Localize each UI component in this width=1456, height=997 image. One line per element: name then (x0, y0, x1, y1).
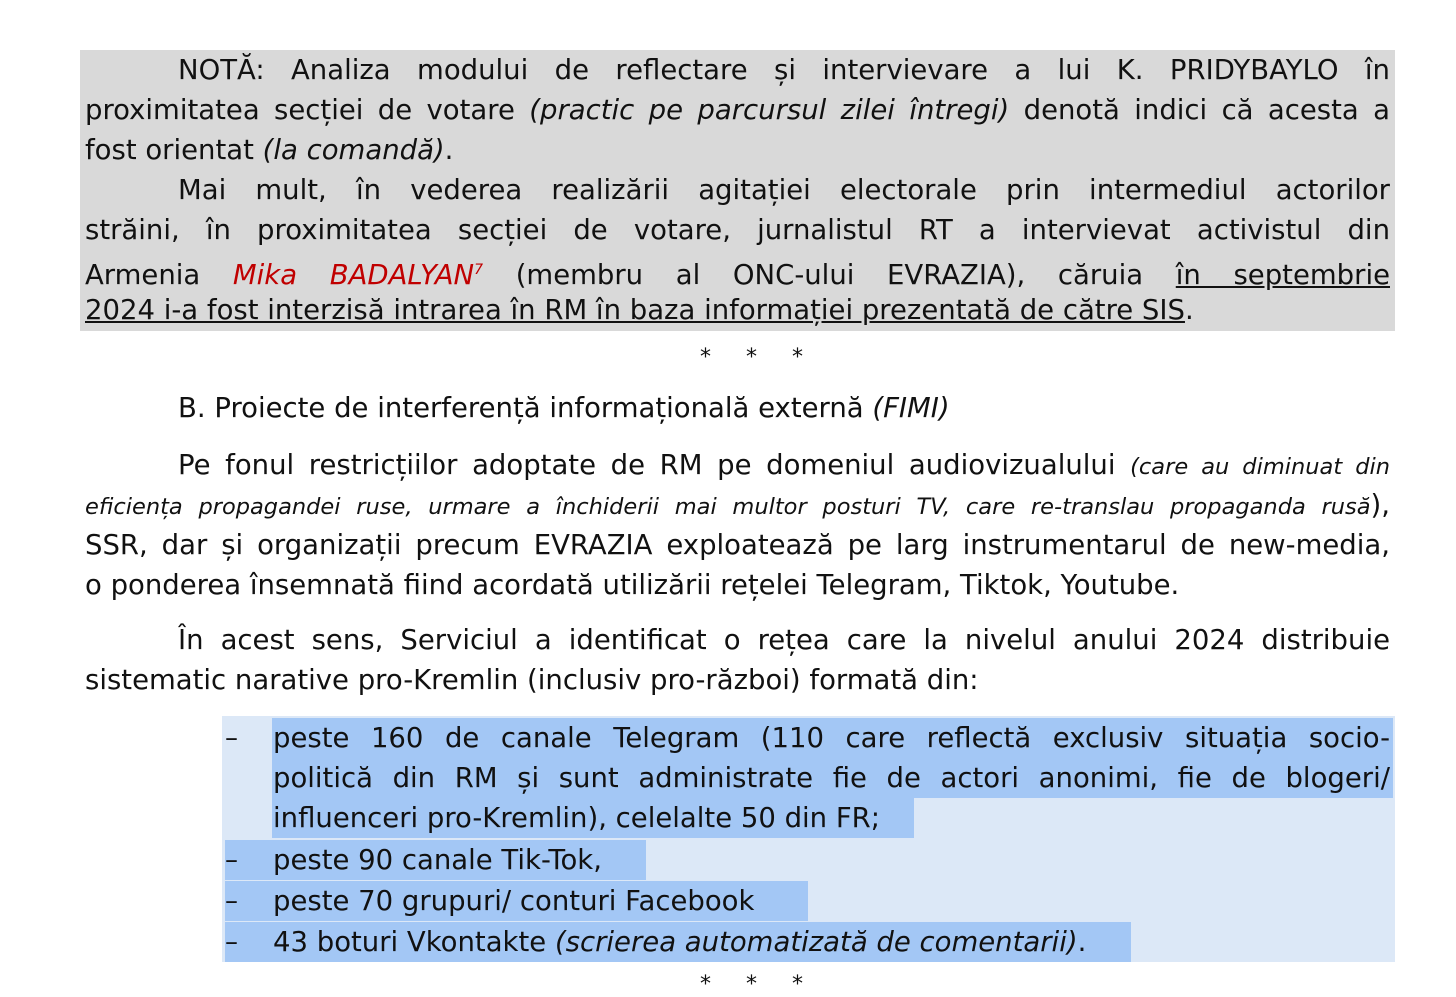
para2-line2 (85, 660, 1390, 700)
note-p1-text: NOTĂ: Analiza modului de reflectare și intervievare a lui K. PRIDYBAYLO în (178, 54, 1390, 86)
note-italic-text: (la comandă) (262, 134, 445, 166)
section-separator-bottom: * * * (700, 972, 817, 997)
list-text: politică din RM și sunt administrate fie de actori anonimi, fie de blogeri/ (273, 762, 1390, 794)
para1-line1 (178, 445, 1390, 485)
list-text: 43 boturi Vkontakte (273, 926, 555, 958)
list-text: peste 160 de canale Telegram (110 care reflectă exclusiv situația socio- (273, 722, 1390, 754)
note-p1-line1 (178, 50, 1390, 90)
note-p2-line3 (85, 250, 1390, 290)
person-name: Mika BADALYAN (232, 259, 475, 292)
note-p2-text: Mai mult, în vederea realizării agitației electorale prin intermediul actorilor (178, 174, 1390, 206)
footnote-ref[interactable]: 7 (474, 262, 484, 278)
note-text: Armenia (85, 259, 233, 292)
para1-line4 (85, 565, 1390, 605)
para-text: SSR, dar și organizații precum EVRAZIA exploatează pe larg instrumentarul de new-media, (85, 529, 1390, 561)
list-text: . (1077, 926, 1087, 958)
note-p1-line3 (85, 130, 1390, 170)
list-dash: – (225, 927, 238, 957)
para-text: În acest sens, Serviciul a identificat o rețea care la nivelul anului 2024 distribuie (178, 624, 1390, 656)
para2-line1 (178, 620, 1390, 660)
note-p2-line1 (178, 170, 1390, 210)
note-p1-line2 (85, 90, 1390, 130)
para-italic-text: eficiența propagandei ruse, urmare a închiderii mai multor posturi TV, care re-translau propaganda rusă (85, 494, 1371, 520)
list-item-facebook[interactable] (273, 881, 754, 921)
note-p2-line4 (85, 290, 1390, 330)
heading-italic-text: (FIMI) (872, 392, 950, 424)
underlined-text: în septembrie (1175, 259, 1390, 292)
section-b-heading (178, 388, 1390, 428)
note-p2-line2 (85, 210, 1390, 250)
para1-line2 (85, 485, 1390, 525)
note-text: . (444, 134, 454, 166)
note-text: fost orientat (85, 134, 263, 166)
list-item-tiktok[interactable] (273, 840, 602, 880)
note-text: . (1184, 294, 1194, 326)
note-italic-text: (practic pe parcursul zilei întregi) (529, 94, 1010, 126)
section-separator: * * * (700, 345, 817, 370)
list-dash: – (225, 723, 238, 753)
list-dash: – (225, 845, 238, 875)
list-item-vkontakte[interactable] (273, 922, 1086, 962)
para-text: Pe fonul restricțiilor adoptate de RM pe domeniul audiovizualului (178, 449, 1131, 481)
list-item-telegram-line1[interactable] (273, 718, 1390, 758)
heading-text: B. Proiecte de interferență informațională externă (178, 392, 873, 424)
para-text: ), (1370, 489, 1390, 521)
list-item-telegram-line3[interactable] (273, 798, 880, 838)
note-text: proximitatea secției de votare (85, 94, 530, 126)
para-text: sistematic narative pro-Kremlin (inclusiv pro-război) formată din: (85, 664, 979, 696)
list-text: peste 90 canale Tik-Tok, (273, 844, 602, 876)
list-item-telegram-line2[interactable] (273, 758, 1390, 798)
para-italic-text: (care au diminuat din (1130, 454, 1390, 480)
para-text: o ponderea însemnată fiind acordată utilizării rețelei Telegram, Tiktok, Youtube. (85, 569, 1180, 601)
note-text: (membru al ONC-ului EVRAZIA), căruia (483, 259, 1176, 292)
list-text: peste 70 grupuri/ conturi Facebook (273, 885, 755, 917)
list-text: influenceri pro-Kremlin), celelalte 50 din FR; (273, 802, 881, 834)
para1-line3 (85, 525, 1390, 565)
note-p2-text: străini, în proximitatea secției de votare, jurnalistul RT a intervievat activistul din (85, 214, 1390, 246)
underlined-text: 2024 i-a fost interzisă intrarea în RM în baza informației prezentată de către SIS (85, 294, 1185, 326)
note-text: denotă indici că acesta a (1009, 94, 1391, 126)
list-italic-text: (scrierea automatizată de comentarii) (554, 926, 1078, 958)
list-dash: – (225, 886, 238, 916)
